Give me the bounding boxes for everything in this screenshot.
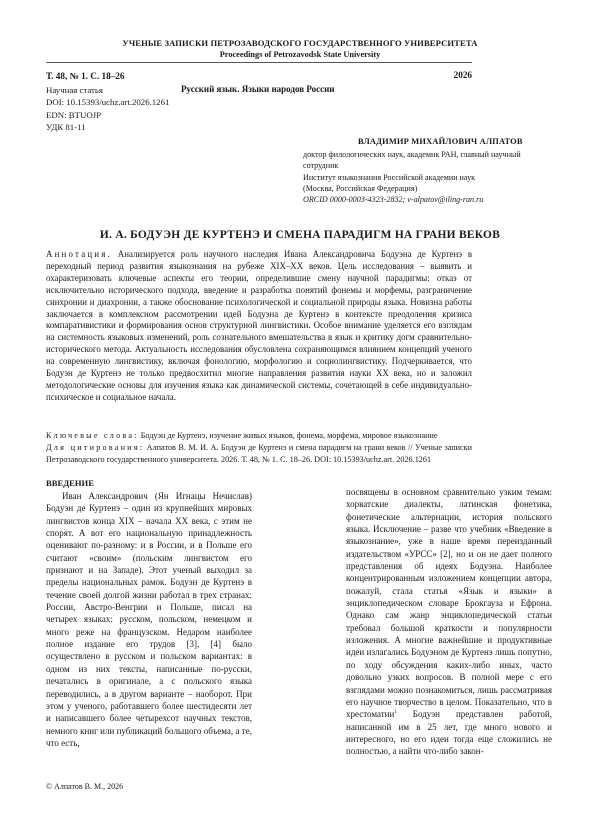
abstract-text: Анализируется роль научного наследия Ивана Александровича Бодуэна де Куртенэ в переходный период развития языкознания на рубеже XIX–XX веков. Цель исследования – выявить и охарактеризовать ключевые аспекты его теории, определившие смену научной парадигмы: отказ от исключительно исторического подхода, введение и разработка понятий фонемы и морфемы, разграничение синхронии и диахронии, а также обоснование психологической и социальной природы языка. Новизна работы заключается в комплексном рассмотрении идей Бодуэна де Куртенэ в контексте преодоления кризиса компаративистики и формирования основ структурной лингвистики. Особое внимание уделяется его взглядам на системность языковых изменений, роль сознательного вмешательства в язык и критику догм сравнительно-исторического метода. Актуальность исследования обусловлена сохраняющимся влиянием концепций ученого на современную лингвистику, включая фонологию, морфологию и социолингвистику. Подчеркивается, что Бодуэн де Куртенэ не только предвосхитил многие направления развития науки XX века, но и заложил методологические основы для изучения языка как динамической системы, сочетающей в себе индивидуально-психическое и социальное начала. xyxy=(46,249,473,402)
article-title: И. А. БОДУЭН ДЕ КУРТЕНЭ И СМЕНА ПАРАДИГМ НА ГРАНИ ВЕКОВ xyxy=(99,229,501,241)
author-location: (Москва, Российская Федерация) xyxy=(303,183,418,193)
right-column-text-a: посвящены в основном сравнительно узким темам: хорватские диалекты, латинская фонетика, фонетические альтернации, история польского языка. Исключение – разве что учебник «Введение в языкознание», уже в наше время переизданный издательством «УРСС» [2], но и он не дает полного представления об идеях Бодуэна. Наиболее концентрированным изложением концепции автора, пожалуй, стала статья «Язык и языки» в энциклопедическом словаре Брокгауза и Ефрона. Однако сам жанр энциклопедической статьи требовал большой краткости и популярности изложения. А многие важнейшие и продуктивные идеи излагались Бодуэном де Куртенэ лишь попутно, по ходу обсуждения каких-либо иных, часто довольно узких вопросов. В полной мере с его взглядами можно познакомиться, лишь рассматривая его научное творчество в целом. Показательно, что в хрестоматии xyxy=(346,487,552,720)
keywords xyxy=(46,430,472,442)
keywords-text: Бодуэн де Куртенэ, изучение живых языков, фонема, морфема, мировое языкознание xyxy=(140,431,438,440)
journal-title: УЧЕНЫЕ ЗАПИСКИ ПЕТРОЗАВОДСКОГО ГОСУДАРСТВЕННОГО УНИВЕРСИТЕТА xyxy=(122,38,478,48)
header-divider xyxy=(46,62,472,63)
doi[interactable]: DOI: 10.15393/uchz.art.2026.1261 xyxy=(46,97,170,108)
abstract-label: Аннотация. xyxy=(46,249,112,259)
citation-label: Для цитирования: xyxy=(46,443,145,452)
rubric: Русский язык. Языки народов России xyxy=(181,84,335,94)
udk: УДК 81-11 xyxy=(46,121,86,132)
footnote-mark[interactable]: 1 xyxy=(394,710,397,716)
article-type: Научная статья xyxy=(46,85,103,95)
author-info xyxy=(303,149,543,205)
edn: EDN: BTUOJP xyxy=(46,109,101,120)
article-meta xyxy=(46,84,169,133)
right-column-text-b: Бодуэн представлен работой, написанной им в 25 лет, где много нового и интересного, но его идеи тогда еще сложились не полностью, а найти что-либо закон- xyxy=(346,709,552,757)
journal-subtitle: Proceedings of Petrozavodsk State University xyxy=(219,50,381,59)
body-right-column xyxy=(346,486,552,758)
citation xyxy=(46,442,472,465)
abstract xyxy=(46,249,472,404)
author-degree: доктор филологических наук, академик РАН, главный научный сотрудник xyxy=(303,150,521,171)
citation-text: Алпатов В. М. И. А. Бодуэн де Куртенэ и смена парадигм на грани веков // Ученые записки Петрозаводского государственного университета. 2026. Т. 48, № 1. С. 18–26. DOI: 10.15393/uchz.art. 2026.1261 xyxy=(46,443,473,464)
section-heading: ВВЕДЕНИЕ xyxy=(46,478,94,488)
author-name: ВЛАДИМИР МИХАЙЛОВИЧ АЛПАТОВ xyxy=(358,137,523,146)
author-institute: Институт языкознания Российской академии наук xyxy=(303,172,476,182)
copyright: © Алпатов В. М., 2026 xyxy=(46,782,124,791)
keywords-label: Ключевые слова: xyxy=(46,431,139,440)
volume-pages: Т. 48, № 1. С. 18–26 xyxy=(46,71,125,81)
body-left-column: Иван Александрович (Ян Игнацы Нечислав) Бодуэн де Куртенэ – один из крупнейших мировых лингвистов конца XIX – начала XX века, с этим не спорят. А вот его национальную принадлежность оценивают по-разному: и в России, и в Польше его считают «своим» (польским лингвистом его признают и на Западе). Этот ученый выходил за пределы национальных рамок. Бодуэн де Куртенэ в течение своей долгой жизни работал в трех странах: России, Австро-Венгрии и Польше, писал на четырех языках: русском, польском, немецком и много реже на французском. Недаром наиболее полное издание его трудов [3], [4] было осуществлено в русском и польском вариантах: в одном из них тексты, написанные по-русски, печатались в оригинале, а с польского языка переводились, а в другом варианте – наоборот. При этом у ученого, работавшего более шестидесяти лет и написавшего более четырехсот научных текстов, немного книг или публикаций большого объема, а те, что есть, xyxy=(46,491,252,748)
author-contacts[interactable]: ORCID 0000-0003-4323-2832; v-alpatov@iling-ran.ru xyxy=(303,195,484,205)
year: 2026 xyxy=(453,70,472,80)
